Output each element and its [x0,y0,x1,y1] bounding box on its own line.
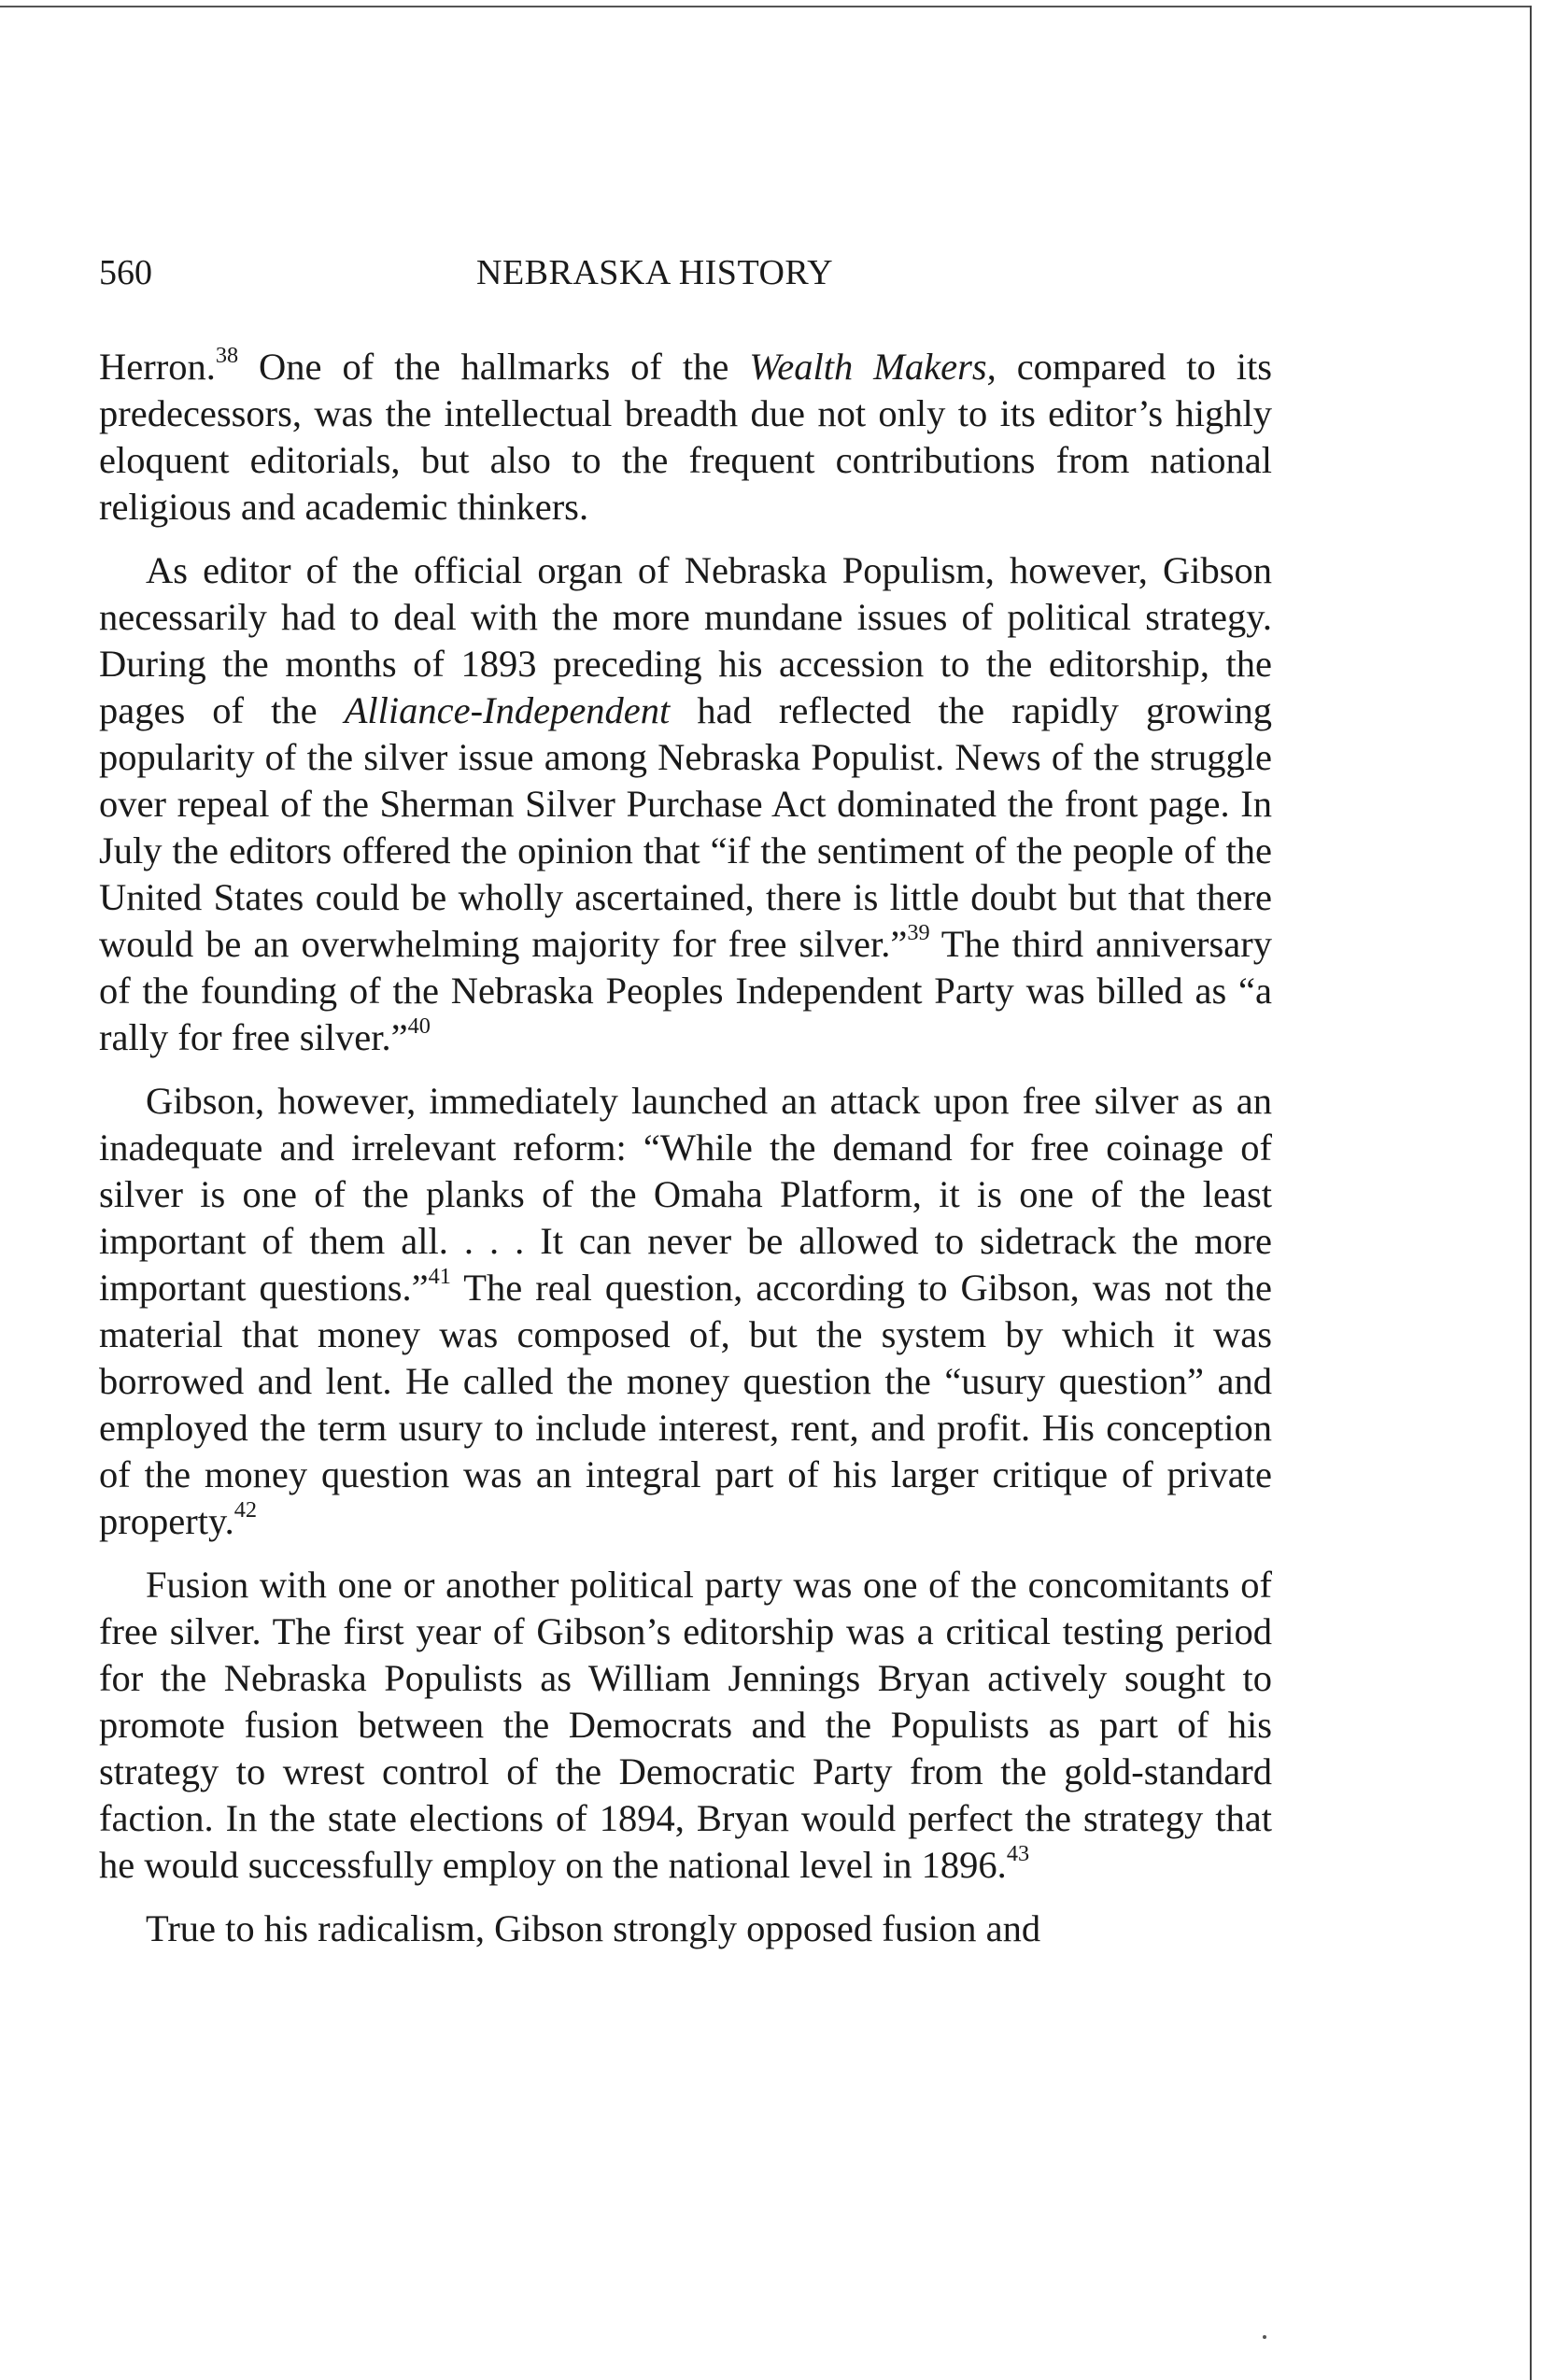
footnote-ref-38: 38 [215,342,239,368]
footnote-ref-43: 43 [1006,1840,1030,1866]
publication-title: Wealth Makers, [749,346,997,388]
footnote-ref-41: 41 [428,1263,451,1289]
running-head: NEBRASKA HISTORY [476,253,834,292]
paragraph-2: As editor of the official organ of Nebraska Populism, however, Gibson necessarily had to deal with the more mundane issues of political strategy. During the months of 1893 preceding his accession to the editorship, the pages of the Alliance-Independent had reflected the rapidly growing popularity of the silver issue among Nebraska Populist. News of the struggle over repeal of the Sherman Silver Purchase Act dominated the front page. In July the editors offered the opinion that “if the sentiment of the people of the United States could be wholly ascertained, there is little doubt but that there would be an overwhelming majority for free silver.”$^{39}$ The third anniversary of the founding of the Nebraska Peoples Independent Party was billed as “a rally for free silver.”$^{40}$ [99,549,1273,1058]
publication-title: Alliance-Independent [344,689,671,731]
page-header [99,252,1276,299]
scan-speck [1263,2335,1266,2339]
right-border-line [1530,6,1532,2380]
footnote-ref-42: 42 [233,1496,257,1523]
paragraph-3: Gibson, however, immediately launched an attack upon free silver as an inadequate and irrelevant reform: “While the demand for free coinage of silver is one of the planks of the Omaha Platform, it is one of the least important of them all. . . . It can never be allowed to sidetrack the more important questions.”$^{41}$ The real question, according to Gibson, was not the material that money was composed of, but the system by which it was borrowed and lent. He called the money question the “usury question” and employed the term usury to include interest, rent, and profit. His conception of the money question was an integral part of his larger critique of private property.$^{42}$ [99,1080,1272,1542]
page-number: 560 [99,253,152,292]
paragraph-1: Herron.$^{38}$ One of the hallmarks of the Wealth Makers, compared to its predecessors, was the intellectual breadth due not only to its editor’s highly eloquent editorials, but also to the frequent contributions from national religious and academic thinkers. [99,342,1272,528]
article-body [99,344,1272,1969]
footnote-ref-39: 39 [907,919,930,945]
top-border-line [0,6,1532,7]
paragraph-4: Fusion with one or another political party was one of the concomitants of free silver. The first year of Gibson’s editorship was a critical testing period for the Nebraska Populists as William Jennings Bryan actively sought to promote fusion between the Democrats and the Populists as part of his strategy to wrest control of the Democratic Party from the gold-standard faction. In the state elections of 1894, Bryan would perfect the strategy that he would successfully employ on the national level in 1896.43 [99,1564,1272,1886]
paragraph-5: True to his radicalism, Gibson strongly opposed fusion and [146,1907,1041,1949]
footnote-ref-40: 40 [407,1013,431,1039]
